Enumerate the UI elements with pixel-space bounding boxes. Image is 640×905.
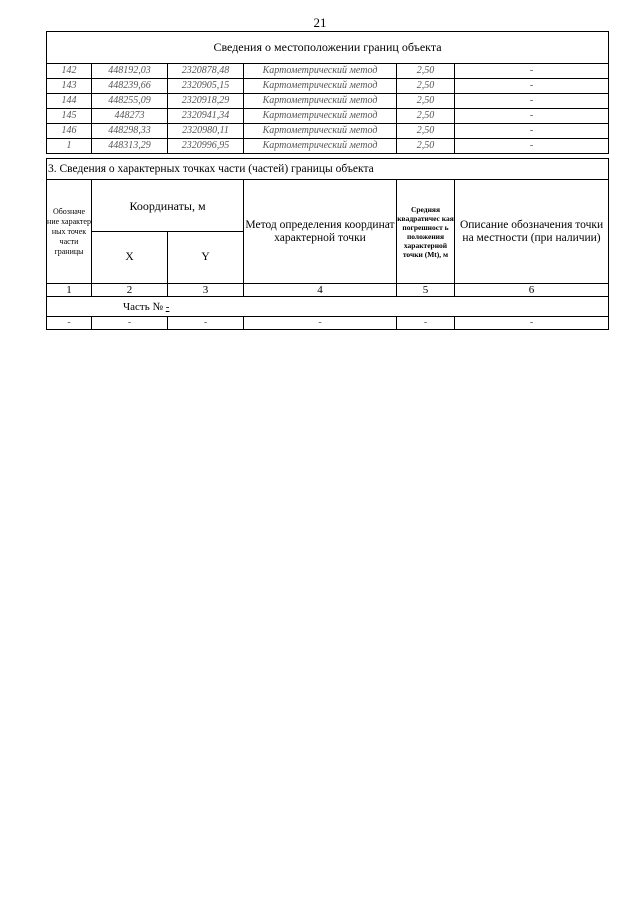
method-cell: Картометрический метод <box>244 124 397 139</box>
column-number: 5 <box>397 284 455 297</box>
point-cell: 145 <box>47 109 92 124</box>
part-number: - <box>165 300 170 313</box>
boundary-table <box>46 31 609 154</box>
column-number: 2 <box>92 284 168 297</box>
x-cell: 448313,29 <box>92 139 168 154</box>
header-description: Описание обозначения точки на местности (при наличии) <box>455 180 609 284</box>
description-cell: - <box>455 94 609 109</box>
point-cell: 143 <box>47 79 92 94</box>
table-row <box>47 64 609 79</box>
description-cell: - <box>455 64 609 79</box>
empty-cell: - <box>168 317 244 330</box>
x-cell: 448298,33 <box>92 124 168 139</box>
table-row <box>47 139 609 154</box>
empty-cell: - <box>244 317 397 330</box>
header-accuracy: Средняя квадратичес кая погрешност ь положения характерной точки (Mt), м <box>397 180 455 284</box>
accuracy-cell: 2,50 <box>397 79 455 94</box>
point-cell: 144 <box>47 94 92 109</box>
header-y: Y <box>168 232 244 284</box>
y-cell: 2320996,95 <box>168 139 244 154</box>
x-cell: 448192,03 <box>92 64 168 79</box>
description-cell: - <box>455 139 609 154</box>
description-cell: - <box>455 124 609 139</box>
table-row <box>47 94 609 109</box>
parts-table <box>46 158 609 330</box>
table-row <box>47 79 609 94</box>
accuracy-cell: 2,50 <box>397 124 455 139</box>
parts-section-title: 3. Сведения о характерных точках части (частей) границы объекта <box>47 159 609 180</box>
x-cell: 448273 <box>92 109 168 124</box>
method-cell: Картометрический метод <box>244 79 397 94</box>
empty-cell: - <box>397 317 455 330</box>
point-cell: 1 <box>47 139 92 154</box>
y-cell: 2320980,11 <box>168 124 244 139</box>
method-cell: Картометрический метод <box>244 94 397 109</box>
x-cell: 448255,09 <box>92 94 168 109</box>
empty-cell: - <box>455 317 609 330</box>
table-row <box>47 124 609 139</box>
header-coordinates: Координаты, м <box>92 180 244 232</box>
point-cell: 142 <box>47 64 92 79</box>
y-cell: 2320941,34 <box>168 109 244 124</box>
description-cell: - <box>455 109 609 124</box>
method-cell: Картометрический метод <box>244 109 397 124</box>
part-label: Часть № <box>123 300 163 313</box>
column-number: 6 <box>455 284 609 297</box>
part-label-cell <box>47 297 609 317</box>
table-row <box>47 109 609 124</box>
empty-cell: - <box>92 317 168 330</box>
accuracy-cell: 2,50 <box>397 109 455 124</box>
point-cell: 146 <box>47 124 92 139</box>
method-cell: Картометрический метод <box>244 139 397 154</box>
page-number: 21 <box>313 15 327 30</box>
column-number: 3 <box>168 284 244 297</box>
header-method: Метод определения координат характерной точки <box>244 180 397 284</box>
y-cell: 2320905,15 <box>168 79 244 94</box>
accuracy-cell: 2,50 <box>397 94 455 109</box>
y-cell: 2320918,29 <box>168 94 244 109</box>
column-number: 1 <box>47 284 92 297</box>
boundary-section-title: Сведения о местоположении границ объекта <box>47 32 609 64</box>
method-cell: Картометрический метод <box>244 64 397 79</box>
description-cell: - <box>455 79 609 94</box>
accuracy-cell: 2,50 <box>397 139 455 154</box>
empty-cell: - <box>47 317 92 330</box>
y-cell: 2320878,48 <box>168 64 244 79</box>
header-x: X <box>92 232 168 284</box>
header-point-designation: Обозначе ние характер ных точек части границы <box>47 180 92 284</box>
x-cell: 448239,66 <box>92 79 168 94</box>
accuracy-cell: 2,50 <box>397 64 455 79</box>
column-number: 4 <box>244 284 397 297</box>
